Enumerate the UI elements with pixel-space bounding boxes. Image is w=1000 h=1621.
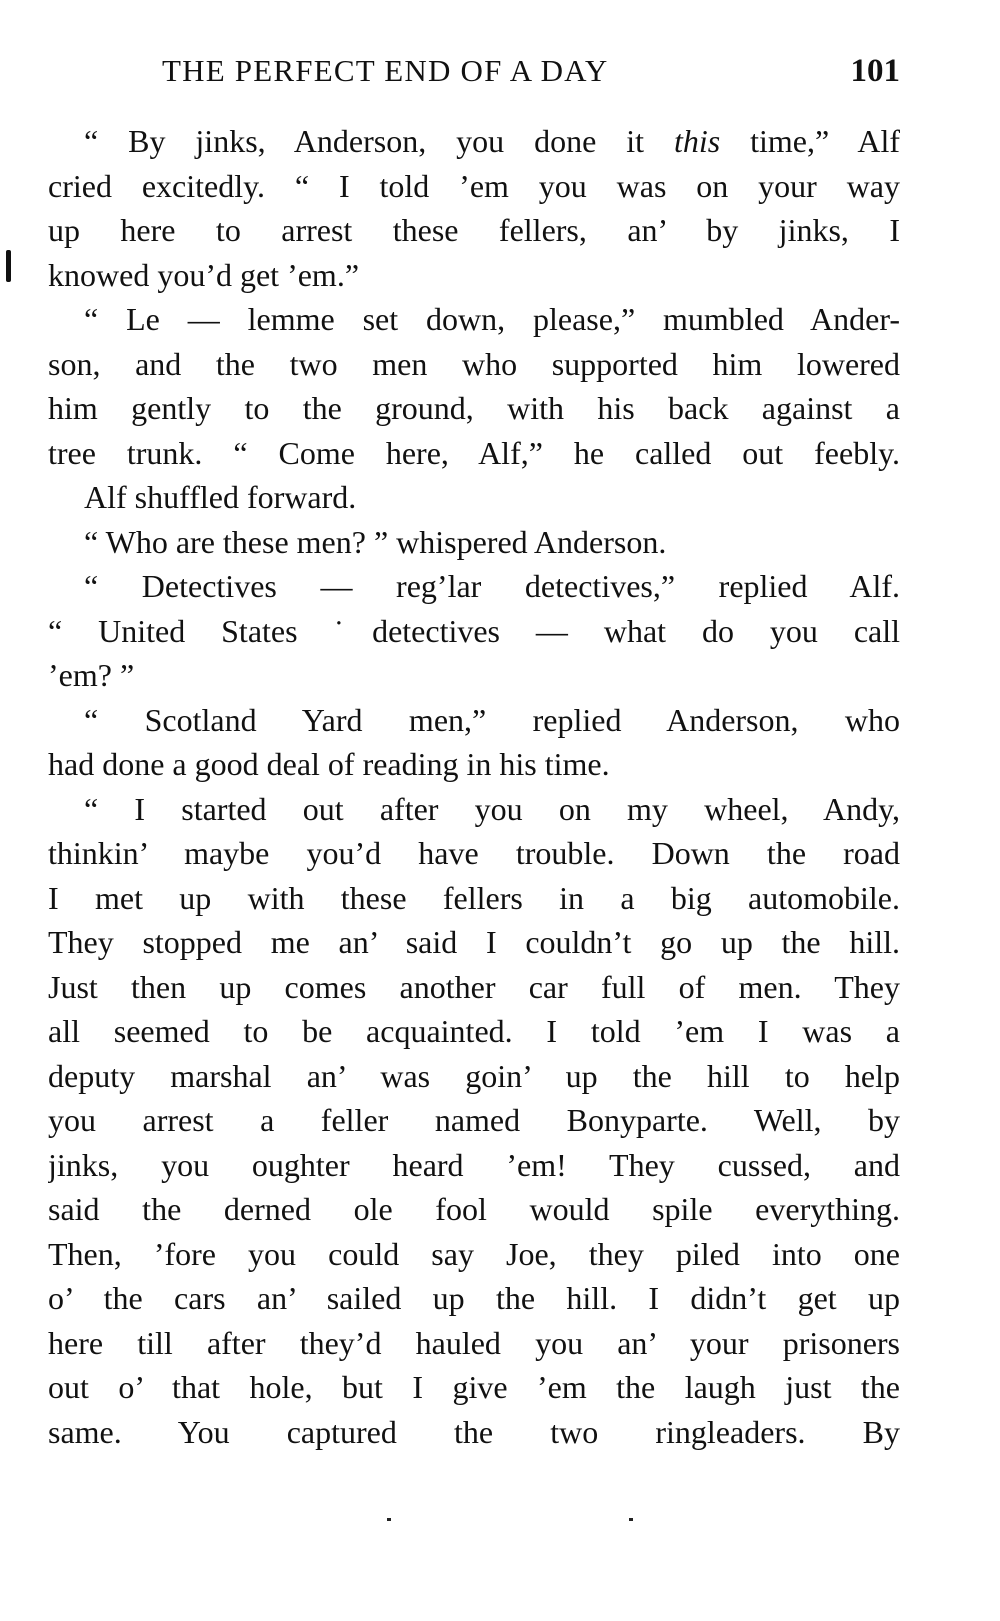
text-line: “ By jinks, Anderson, you done it this time,” Alf bbox=[84, 123, 900, 159]
text-line: cried excitedly. “ I told ’em you was on your way bbox=[48, 167, 900, 204]
text-line: jinks, you oughter heard ’em! They cussed, and bbox=[48, 1146, 900, 1183]
text-line: him gently to the ground, with his back against a bbox=[48, 390, 900, 426]
text-line: “ Detectives — reg’lar detectives,” replied Alf. bbox=[84, 568, 900, 604]
text-line: tree trunk. “ Come here, Alf,” he called out feebly. bbox=[48, 434, 900, 471]
text-line: knowed you’d get ’em.” bbox=[48, 256, 360, 293]
text-line: you arrest a feller named Bonyparte. Well, by bbox=[48, 1102, 900, 1138]
text-line: here till after they’d hauled you an’ your prisoners bbox=[48, 1324, 900, 1361]
text-line: Then, ’fore you could say Joe, they piled into one bbox=[48, 1235, 900, 1272]
text-line: Alf shuffled forward. bbox=[84, 479, 357, 515]
text-line: “ Who are these men? ” whispered Anderson. bbox=[84, 523, 667, 560]
text-line: They stopped me an’ said I couldn’t go up the hill. bbox=[48, 924, 900, 960]
text-line: up here to arrest these fellers, an’ by jinks, I bbox=[48, 212, 900, 248]
running-title: THE PERFECT END OF A DAY bbox=[162, 53, 609, 88]
text-line: son, and the two men who supported him lowered bbox=[48, 345, 900, 382]
margin-mark bbox=[6, 250, 11, 282]
text-line: deputy marshal an’ was goin’ up the hill to help bbox=[48, 1057, 900, 1094]
text-line: had done a good deal of reading in his time. bbox=[48, 746, 610, 782]
text-line: “ United States ˙detectives — what do you call bbox=[48, 612, 900, 649]
footer-mark bbox=[629, 1518, 633, 1521]
text-line: “ Le — lemme set down, please,” mumbled Ander- bbox=[84, 301, 900, 337]
text-line: same. You captured the two ringleaders. By bbox=[48, 1413, 900, 1450]
running-header bbox=[162, 46, 900, 96]
text-line: thinkin’ maybe you’d have trouble. Down the road bbox=[48, 835, 900, 871]
text-line: ’em? ” bbox=[48, 657, 135, 693]
footer-mark bbox=[387, 1518, 391, 1521]
page-number: 101 bbox=[850, 53, 900, 89]
text-line: said the derned ole fool would spile everything. bbox=[48, 1191, 900, 1227]
text-line: I met up with these fellers in a big automobile. bbox=[48, 879, 900, 916]
text-line: Just then up comes another car full of men. They bbox=[48, 968, 900, 1005]
text-line: “ Scotland Yard men,” replied Anderson, who bbox=[84, 701, 900, 738]
page-body bbox=[48, 119, 900, 1454]
text-line: o’ the cars an’ sailed up the hill. I didn’t get up bbox=[48, 1280, 900, 1316]
text-line: “ I started out after you on my wheel, Andy, bbox=[84, 790, 900, 827]
text-line: all seemed to be acquainted. I told ’em I was a bbox=[48, 1013, 900, 1049]
emphasis: this bbox=[673, 123, 721, 159]
text-line: out o’ that hole, but I give ’em the laugh just the bbox=[48, 1369, 900, 1405]
